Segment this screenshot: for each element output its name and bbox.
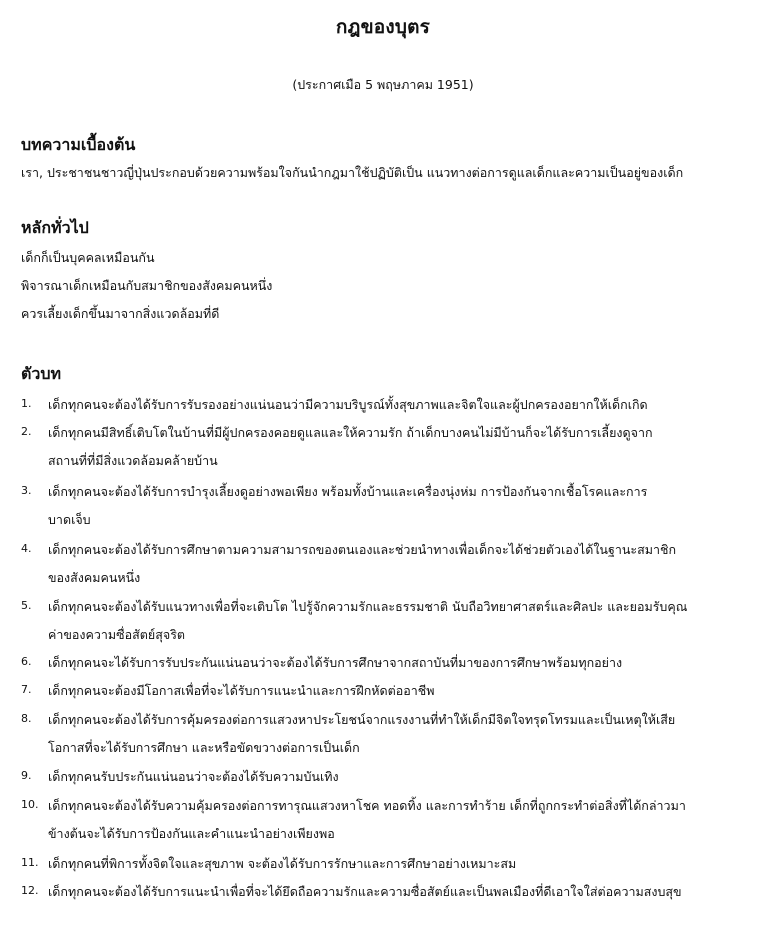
article-text: เด็กทุกคนจะได้รับการรับประกันแน่นอนว่าจะต้องได้รับการศึกษาจากสถาบันที่มาของการศึกษาพร้อมทุกอย่าง <box>48 655 623 670</box>
article-number: 5. <box>21 599 32 612</box>
preamble-text: เรา, ประชาชนชาวญี่ปุ่นประกอบด้วยความพร้อมใจกันนำกฎมาใช้ปฏิบัติเป็น แนวทางต่อการดูแลเด็กและความเป็นอยู่ของเด็ก <box>21 165 684 180</box>
principle-item: ควรเลี้ยงเด็กขึ้นมาจากสิ่งแวดล้อมที่ดี <box>21 306 220 321</box>
article-text: เด็กทุกคนจะต้องได้รับความคุ้มครองต่อการทารุณแสวงหาโชค ทอดทิ้ง และการทำร้าย เด็กที่ถูกกระทำต่อสิ่งที่ได้กล่าวมา <box>48 798 686 813</box>
article-text: เด็กทุกคนจะต้องได้รับการศึกษาตามความสามารถของตนเองและช่วยนำทางเพื่อเด็กจะได้ช่วยตัวเองได้ในฐานะสมาชิก <box>48 542 677 557</box>
article-text: เด็กทุกคนจะต้องได้รับการบำรุงเลี้ยงดูอย่างพอเพียง พร้อมทั้งบ้านและเครื่องนุ่งห่ม การป้องกันจากเชื้อโรคและการ <box>48 484 648 499</box>
principles-heading: หลักทั่วไป <box>21 218 89 237</box>
article-number: 10. <box>21 798 39 811</box>
article-number: 9. <box>21 769 32 782</box>
article-text-continued: ค่าของความซื่อสัตย์สุจริต <box>48 627 186 642</box>
article-text-continued: โอกาสที่จะได้รับการศึกษา และหรือขัดขวางต่อการเป็นเด็ก <box>48 740 360 755</box>
article-text: เด็กทุกคนที่พิการทั้งจิตใจและสุขภาพ จะต้องได้รับการรักษาและการศึกษาอย่างเหมาะสม <box>48 856 517 871</box>
announcement-date: (ประกาศเมือ 5 พฤษภาคม 1951) <box>292 77 474 92</box>
article-text: เด็กทุกคนมีสิทธิ์เติบโตในบ้านที่มีผู้ปกครองคอยดูแลและให้ความรัก ถ้าเด็กบางคนไม่มีบ้านก็จะได้รับการเลี้ยงดูจาก <box>48 425 653 440</box>
article-number: 2. <box>21 425 32 438</box>
article-number: 12. <box>21 884 39 897</box>
article-text-continued: บาดเจ็บ <box>48 512 91 527</box>
article-number: 4. <box>21 542 32 555</box>
article-text-continued: ของสังคมคนหนึ่ง <box>48 570 141 585</box>
principle-item: เด็กก็เป็นบุคคลเหมือนกัน <box>21 250 155 265</box>
article-text: เด็กทุกคนจะต้องมีโอกาสเพื่อที่จะได้รับการแนะนำและการฝึกหัดต่ออาชีพ <box>48 683 435 698</box>
article-text-continued: สถานที่ที่มีสิ่งแวดล้อมคล้ายบ้าน <box>48 453 218 468</box>
article-text: เด็กทุกคนจะต้องได้รับการรับรองอย่างแน่นอนว่ามีความบริบูรณ์ทั้งสุขภาพและจิตใจและผู้ปกครองอยากให้เด็กเกิด <box>48 397 648 412</box>
article-number: 6. <box>21 655 32 668</box>
article-text: เด็กทุกคนจะต้องได้รับการคุ้มครองต่อการแสวงหาประโยชน์จากแรงงานที่ทำให้เด็กมีจิตใจทรุดโทรมและเป็นเหตุให้เสีย <box>48 712 676 727</box>
article-number: 11. <box>21 856 39 869</box>
preamble-heading: บทความเบื้องต้น <box>21 135 136 154</box>
article-text: เด็กทุกคนจะต้องได้รับแนวทางเพื่อที่จะเติบโต ไปรู้จักความรักและธรรมชาติ นับถือวิทยาศาสตร์และศิลปะ และยอมรับคุณ <box>48 599 688 614</box>
article-number: 1. <box>21 397 32 410</box>
article-text: เด็กทุกคนรับประกันแน่นอนว่าจะต้องได้รับความบันเทิง <box>48 769 339 784</box>
article-number: 8. <box>21 712 32 725</box>
document-title: กฎของบุตร <box>335 16 431 38</box>
article-number: 7. <box>21 683 32 696</box>
article-number: 3. <box>21 484 32 497</box>
article-text: เด็กทุกคนจะต้องได้รับการแนะนำเพื่อที่จะได้ยึดถือความรักและความซื่อสัตย์และเป็นพลเมืองที่ดีเอาใจใส่ต่อความสงบสุข <box>48 884 682 899</box>
principle-item: พิจารณาเด็กเหมือนกับสมาชิกของสังคมคนหนึ่ง <box>21 278 273 293</box>
article-text-continued: ข้างต้นจะได้รับการป้องกันและคำแนะนำอย่างเพียงพอ <box>48 826 335 841</box>
articles-heading: ตัวบท <box>21 364 62 383</box>
